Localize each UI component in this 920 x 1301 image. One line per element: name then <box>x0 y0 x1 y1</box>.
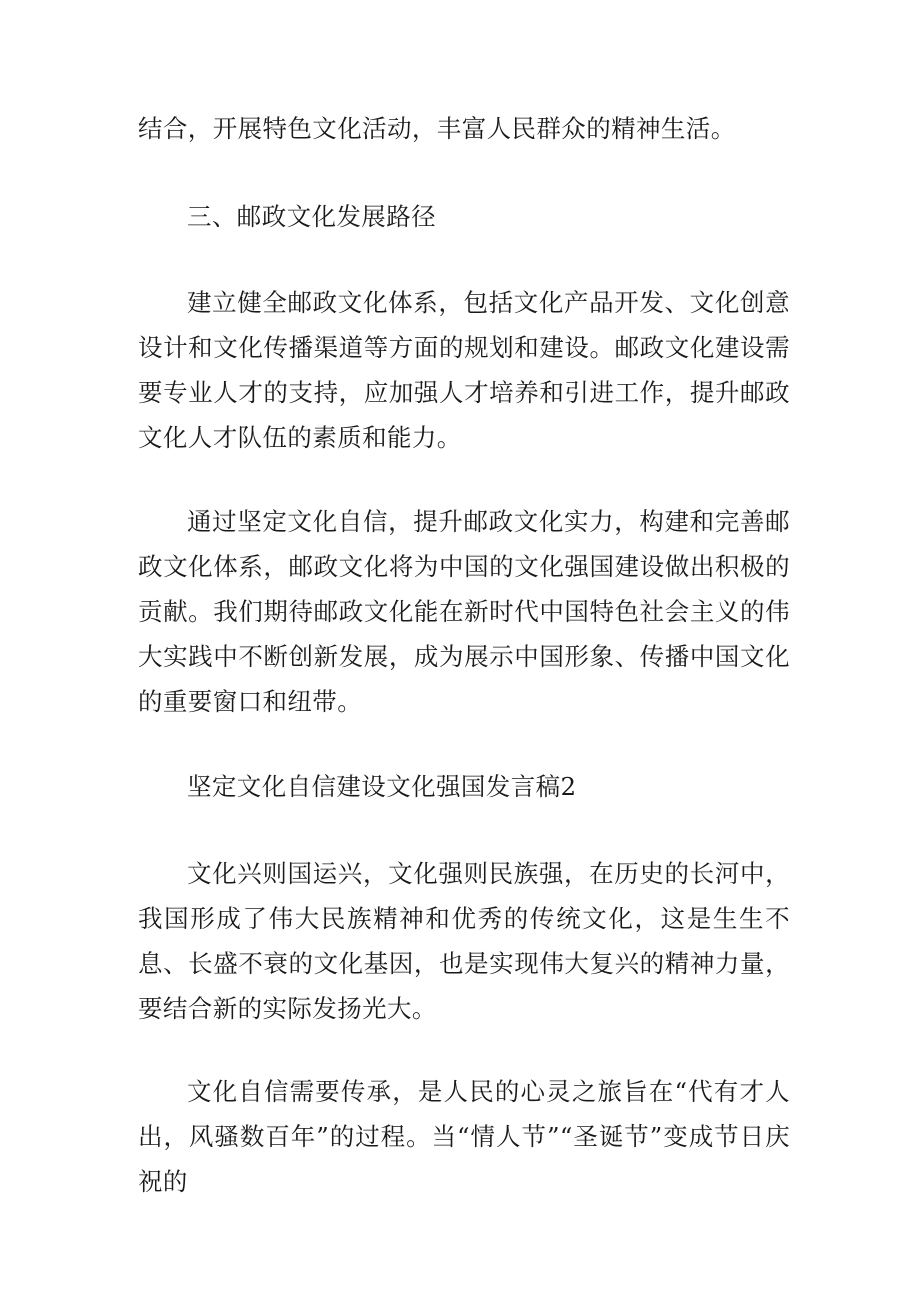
paragraph-continuation: 结合，开展特色文化活动，丰富人民群众的精神生活。 <box>138 114 736 143</box>
section-heading-postal-culture-path: 三、邮政文化发展路径 <box>187 202 436 231</box>
paragraph-cultural-confidence: 通过坚定文化自信，提升邮政文化实力，构建和完善邮政文化体系，邮政文化将为中国的文化强国建设做出积极的贡献。我们期待邮政文化能在新时代中国特色社会主义的伟大实践中不断创新发展，成为展示中国形象、传播中国文化的重要窗口和纽带。 <box>138 507 790 716</box>
paragraph-national-spirit: 文化兴则国运兴，文化强则民族强，在历史的长河中，我国形成了伟大民族精神和优秀的传统文化，这是生生不息、长盛不衰的文化基因，也是实现伟大复兴的精神力量，要结合新的实际发扬光大。 <box>138 859 790 1023</box>
speech-title-2: 坚定文化自信建设文化强国发言稿2 <box>187 772 577 801</box>
paragraph-inheritance: 文化自信需要传承，是人民的心灵之旅旨在“代有才人出，风骚数百年”的过程。当“情人节”“圣诞节”变成节日庆祝的 <box>138 1077 790 1196</box>
paragraph-culture-system: 建立健全邮政文化体系，包括文化产品开发、文化创意设计和文化传播渠道等方面的规划和建设。邮政文化建设需要专业人才的支持，应加强人才培养和引进工作，提升邮政文化人才队伍的素质和能力。 <box>138 288 790 452</box>
